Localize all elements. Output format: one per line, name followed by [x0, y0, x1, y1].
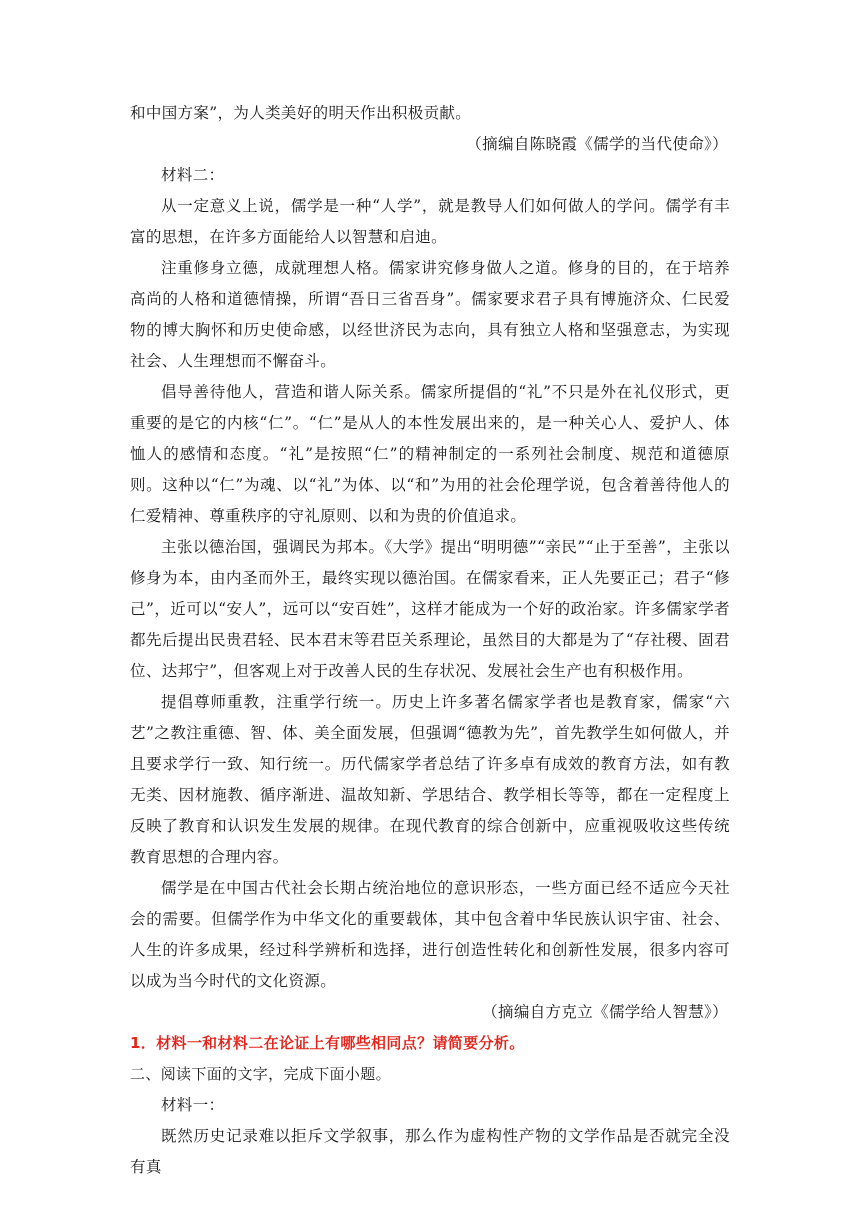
- paragraph-treating-others: 倡导善待他人，营造和谐人际关系。儒家所提倡的“礼”不只是外在礼仪形式，更重要的是它的内核“仁”。“仁”是从人的本性发展出来的，是一种关心人、爱护人、体恤人的感情和态度。“礼”是按照“仁”的精神制定的一系列社会制度、规范和道德原则。这种以“仁”为魂、以“礼”为体、以“和”为用的社会伦理学说，包含着善待他人的仁爱精神、尊重秩序的守礼原则、以和为贵的价值追求。: [130, 383, 730, 525]
- paragraph-rule-by-virtue: 主张以德治国，强调民为邦本。《大学》提出“明明德”“亲民”“止于至善”，主张以修身为本，由内圣而外王，最终实现以德治国。在儒家看来，正人先要正己；君子“修己”，近可以“安人”，远可以“安百姓”，这样才能成为一个好的政治家。许多儒家学者都先后提出民贵君轻、民本君末等君臣关系理论，虽然目的大都是为了“存社稷、固君位、达邦宁”，但客观上对于改善人民的生存状况、发展社会生产也有积极作用。: [130, 538, 730, 680]
- paragraph-history-literature: 既然历史记录难以拒斥文学叙事，那么作为虚构性产物的文学作品是否就完全没有真: [130, 1127, 730, 1176]
- paragraph-intro: 从一定意义上说，儒学是一种“人学”，就是教导人们如何做人的学问。儒学有丰富的思想，在许多方面能给人以智慧和启迪。: [130, 197, 730, 246]
- paragraph-self-cultivation: 注重修身立德，成就理想人格。儒家讲究修身做人之道。修身的目的，在于培养高尚的人格和道德情操，所谓“吾日三省吾身”。儒家要求君子具有博施济众、仁民爱物的博大胸怀和历史使命感，以经世济民为志向，具有独立人格和坚强意志，为实现社会、人生理想而不懈奋斗。: [130, 259, 730, 370]
- source-citation-1: （摘编自陈晓霞《儒学的当代使命》）: [466, 135, 728, 153]
- section-two-heading: 二、阅读下面的文字，完成下面小题。: [130, 1065, 391, 1083]
- document-page: [130, 98, 730, 1183]
- question-1: 1．材料一和材料二在论证上有哪些相同点？请简要分析。: [130, 1034, 525, 1052]
- paragraph-continued: 和中国方案”，为人类美好的明天作出积极贡献。: [130, 104, 472, 122]
- material-one-label: 材料一：: [161, 1096, 225, 1114]
- paragraph-conclusion: 儒学是在中国古代社会长期占统治地位的意识形态，一些方面已经不适应今天社会的需要。但儒学作为中华文化的重要载体，其中包含着中华民族认识宇宙、社会、人生的许多成果，经过科学辨析和选择，进行创造性转化和创新性发展，很多内容可以成为当今时代的文化资源。: [130, 879, 730, 990]
- source-citation-2: （摘编自方克立《儒学给人智慧》）: [482, 1003, 728, 1021]
- material-two-label: 材料二：: [161, 166, 225, 184]
- paragraph-education: 提倡尊师重教，注重学行统一。历史上许多著名儒家学者也是教育家，儒家“六艺”之教注重德、智、体、美全面发展，但强调“德教为先”，首先教学生如何做人，并且要求学行一致、知行统一。历代儒家学者总结了许多卓有成效的教育方法，如有教无类、因材施教、循序渐进、温故知新、学思结合、教学相长等等，都在一定程度上反映了教育和认识发生发展的规律。在现代教育的综合创新中，应重视吸收这些传统教育思想的合理内容。: [130, 693, 730, 866]
